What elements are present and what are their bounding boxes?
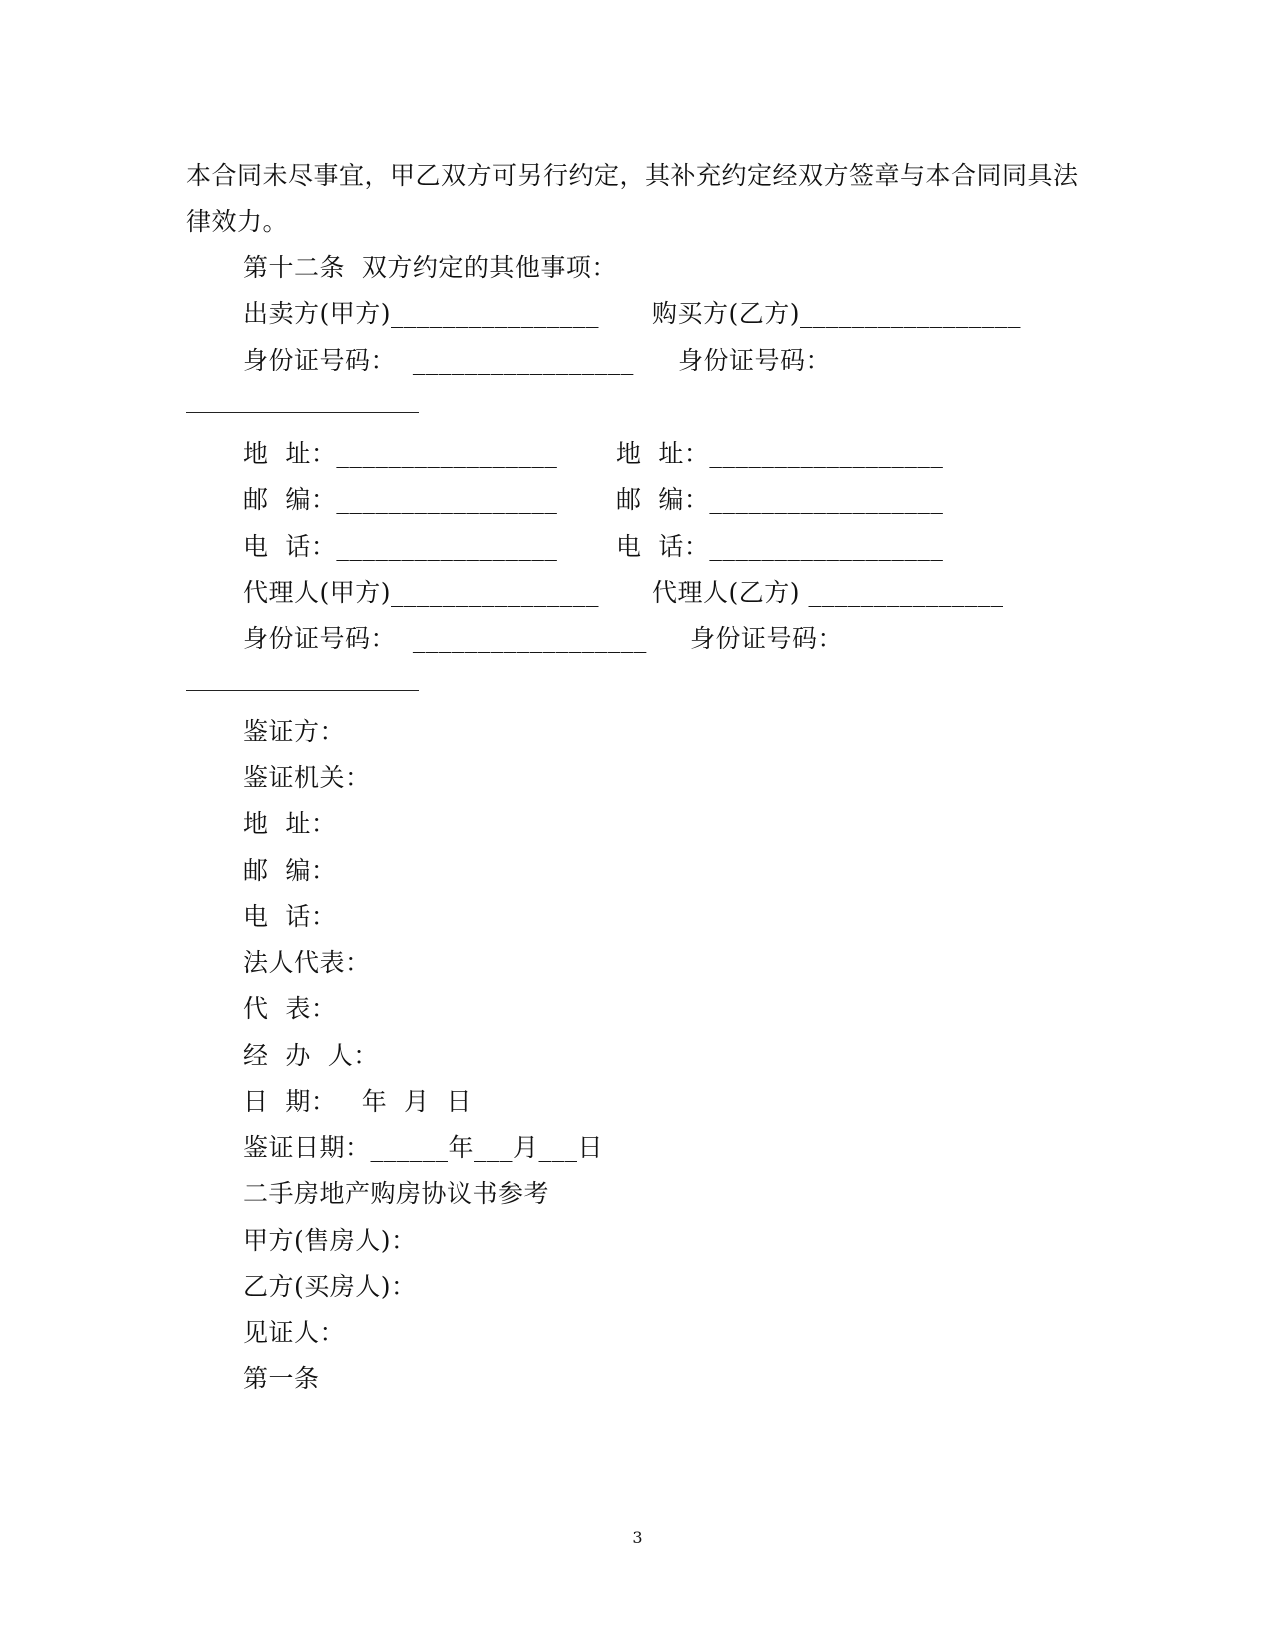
notary-date-field: 鉴证日期：______年___月___日: [243, 1133, 604, 1162]
page-number: 3: [632, 1528, 643, 1547]
buyer-field: 购买方(乙方)_________________: [652, 299, 1022, 328]
notary-postcode-label: 邮 编：: [243, 856, 337, 885]
paragraph-line: 本合同未尽事宜，甲乙双方可另行约定，其补充约定经双方签章与本合同同具法: [186, 161, 1079, 190]
seller-agent-field: 代理人(甲方)________________: [243, 578, 600, 607]
seller-field: 出卖方(甲方)________________: [243, 299, 600, 328]
article-1-heading: 第一条: [243, 1364, 320, 1393]
article-12-heading: 第十二条 双方约定的其他事项：: [243, 253, 617, 282]
paragraph-line: 律效力。: [186, 207, 289, 236]
notary-phone-label: 电 话：: [243, 902, 337, 931]
notary-address-label: 地 址：: [243, 809, 337, 838]
seller-id-field: 身份证号码： _________________: [243, 346, 634, 375]
agreement-title: 二手房地产购房协议书参考: [243, 1179, 550, 1208]
buyer-phone-field: 电 话：__________________: [616, 532, 944, 561]
seller-postcode-field: 邮 编：_________________: [243, 485, 558, 514]
party-b-label: 乙方(买房人)：: [243, 1272, 417, 1301]
buyer-agent-id-blank-line: [186, 690, 419, 691]
buyer-agent-field: 代理人(乙方) _______________: [652, 578, 1004, 607]
party-a-label: 甲方(售房人)：: [243, 1226, 417, 1255]
buyer-postcode-field: 邮 编：__________________: [616, 485, 944, 514]
seller-phone-field: 电 话：_________________: [243, 532, 558, 561]
notary-party-label: 鉴证方：: [243, 717, 346, 746]
buyer-address-field: 地 址：__________________: [616, 439, 944, 468]
handler-label: 经 办 人：: [243, 1041, 379, 1070]
witness-label: 见证人：: [243, 1318, 346, 1347]
seller-agent-id-field: 身份证号码： __________________: [243, 624, 647, 653]
representative-label: 代 表：: [243, 994, 337, 1023]
buyer-agent-id-label: 身份证号码：: [690, 624, 844, 653]
notary-org-label: 鉴证机关：: [243, 763, 371, 792]
legal-rep-label: 法人代表：: [243, 948, 371, 977]
buyer-id-blank-line: [186, 412, 419, 413]
buyer-id-label: 身份证号码：: [678, 346, 832, 375]
date-label: 日 期： 年 月 日: [243, 1087, 473, 1116]
seller-address-field: 地 址：_________________: [243, 439, 558, 468]
